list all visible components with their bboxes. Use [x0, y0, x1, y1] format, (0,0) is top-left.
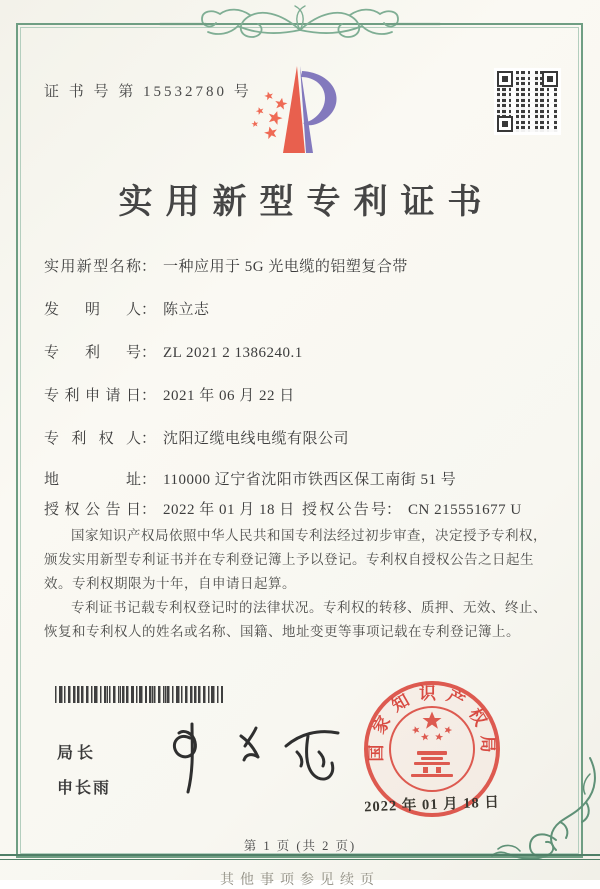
page-number: 第 1 页 (共 2 页) — [243, 839, 357, 853]
certificate-number: 证 书 号 第 15532780 号 — [44, 84, 252, 100]
cutoff-bottom-text: 其他事项参见续页 — [220, 873, 380, 888]
top-flourish-ornament — [160, 0, 440, 48]
grant-number-pair — [302, 498, 522, 519]
handwritten-signature-icon — [148, 716, 358, 806]
field-value: 2021 年 06 月 22 日 — [163, 388, 295, 404]
grant-number-value: CN 215551677 U — [408, 502, 522, 518]
field-value: ZL 2021 2 1386240.1 — [163, 345, 303, 361]
colon: ： — [141, 259, 157, 275]
legal-text — [44, 524, 558, 644]
field-value: 沈阳辽缆电线电缆有限公司 — [163, 431, 350, 447]
qr-finder-top-right — [542, 71, 558, 87]
field-row-inventor — [44, 298, 210, 319]
signer-block — [57, 740, 111, 798]
signer-name: 申长雨 — [57, 780, 112, 797]
colon: ： — [141, 388, 157, 404]
field-value: 一种应用于 5G 光电缆的铝塑复合带 — [163, 259, 408, 275]
colon: ： — [141, 302, 157, 318]
barcode-icon — [55, 686, 223, 703]
field-value: 110000 辽宁省沈阳市铁西区保工南街 51 号 — [163, 472, 457, 488]
field-row-patent-number — [44, 341, 303, 362]
field-label: 地址 — [44, 472, 141, 488]
field-value: 陈立志 — [163, 302, 210, 318]
field-row-grant — [44, 498, 522, 519]
page-title: 实用新型专利证书 — [118, 184, 495, 221]
grant-number-label: 授权公告号 — [302, 502, 386, 518]
field-label: 发明人 — [44, 302, 141, 318]
grant-date-label: 授权公告日 — [44, 502, 141, 518]
seal-text: 国家知识产权局 — [366, 683, 498, 762]
field-row-name — [44, 255, 408, 276]
field-row-address — [44, 468, 456, 489]
colon: ： — [141, 502, 157, 518]
field-label: 专利号 — [44, 345, 141, 361]
colon: ： — [141, 345, 157, 361]
signer-title: 局长 — [57, 745, 98, 762]
bottom-double-rule — [0, 854, 600, 860]
qr-code-icon — [494, 68, 561, 135]
qr-finder-top-left — [497, 71, 513, 87]
colon: ： — [386, 502, 402, 518]
cnipa-logo-icon — [245, 58, 355, 163]
field-row-patentee — [44, 427, 349, 448]
field-label: 实用新型名称 — [44, 259, 141, 275]
body-paragraph: 专利证书记载专利权登记时的法律状况。专利权的转移、质押、无效、终止、恢复和专利权人的姓名或名称、国籍、地址变更等事项记载在专利登记簿上。 — [44, 600, 547, 640]
field-label: 专利申请日 — [44, 388, 141, 404]
grant-date-value: 2022 年 01 月 18 日 — [163, 502, 295, 518]
colon: ： — [141, 431, 157, 447]
seal-date: 2022 年 01 月 18 日 — [364, 794, 501, 816]
body-paragraph: 国家知识产权局依照中华人民共和国专利法经过初步审查，决定授予专利权，颁发实用新型专利证书并在专利登记簿上予以登记。专利权自授权公告之日起生效。专利权期限为十年，自申请日起算。 — [44, 528, 547, 592]
field-row-filing-date — [44, 384, 295, 405]
qr-finder-bottom-left — [497, 116, 513, 132]
colon: ： — [141, 472, 157, 488]
field-label: 专利权人 — [44, 431, 141, 447]
